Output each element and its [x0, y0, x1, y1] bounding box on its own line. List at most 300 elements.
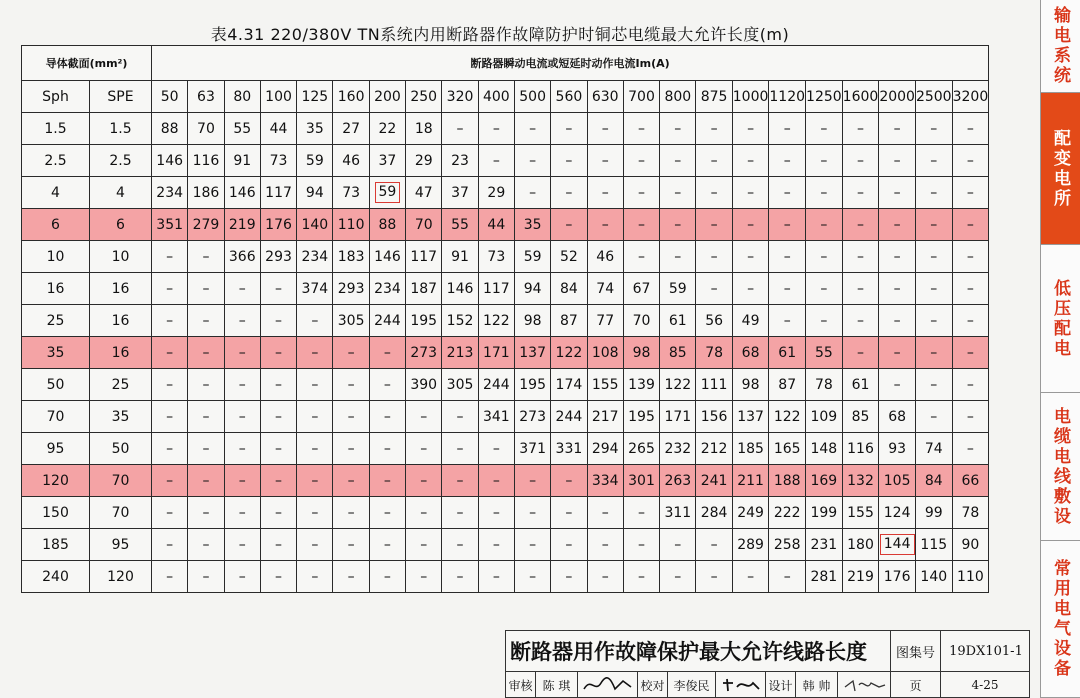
sph-cell: 25	[22, 305, 90, 337]
length-cell: 110	[333, 209, 369, 241]
length-cell: –	[224, 433, 260, 465]
length-cell: 117	[406, 241, 442, 273]
spe-cell: 50	[90, 433, 152, 465]
length-cell: 46	[333, 145, 369, 177]
length-cell: 61	[660, 305, 696, 337]
length-cell: –	[769, 145, 806, 177]
length-cell: 23	[442, 145, 478, 177]
length-cell: 59	[514, 241, 550, 273]
length-cell: –	[952, 369, 989, 401]
length-cell: –	[769, 209, 806, 241]
length-cell: 146	[442, 273, 478, 305]
current-header: 250	[406, 81, 442, 113]
table-title: 表4.31 220/380V TN系统内用断路器作故障防护时铜芯电缆最大允许长度(m)	[210, 25, 790, 44]
table-row	[22, 529, 989, 561]
length-cell: –	[224, 305, 260, 337]
length-cell: 88	[152, 113, 188, 145]
length-cell: 234	[369, 273, 405, 305]
length-cell: –	[224, 497, 260, 529]
table-row	[22, 305, 989, 337]
length-cell: 132	[842, 465, 879, 497]
length-cell: –	[842, 113, 879, 145]
length-cell: –	[406, 529, 442, 561]
length-cell: –	[696, 529, 732, 561]
length-cell: 56	[696, 305, 732, 337]
length-cell: –	[587, 209, 623, 241]
length-cell: –	[152, 401, 188, 433]
side-tab[interactable]: 电缆电线敷设	[1040, 393, 1080, 541]
length-cell: –	[297, 465, 333, 497]
length-cell: –	[333, 337, 369, 369]
length-cell: –	[369, 433, 405, 465]
current-header: 200	[369, 81, 405, 113]
current-header: 800	[660, 81, 696, 113]
length-cell: 211	[732, 465, 769, 497]
length-cell: 122	[478, 305, 514, 337]
length-cell: 195	[406, 305, 442, 337]
length-cell: –	[406, 401, 442, 433]
length-cell: –	[188, 305, 224, 337]
table-row	[22, 465, 989, 497]
drawing-title-block	[505, 630, 1030, 698]
length-cell: 212	[696, 433, 732, 465]
spe-cell: 10	[90, 241, 152, 273]
length-cell: –	[333, 433, 369, 465]
sph-cell: 4	[22, 177, 90, 209]
length-cell: –	[224, 273, 260, 305]
length-cell: –	[152, 337, 188, 369]
header-row-groups	[22, 46, 989, 81]
length-cell: 98	[623, 337, 659, 369]
signature-mark	[581, 675, 635, 695]
length-cell: –	[406, 561, 442, 593]
length-cell: –	[188, 465, 224, 497]
current-header: 400	[478, 81, 514, 113]
length-cell: –	[406, 433, 442, 465]
length-cell: –	[442, 433, 478, 465]
length-cell: –	[732, 241, 769, 273]
length-cell: –	[478, 465, 514, 497]
length-cell: 234	[152, 177, 188, 209]
length-cell: 94	[514, 273, 550, 305]
signature-mark	[841, 675, 887, 695]
length-cell: 73	[333, 177, 369, 209]
length-cell: –	[915, 113, 952, 145]
proof-signature	[716, 672, 766, 698]
length-cell: 29	[478, 177, 514, 209]
length-cell: –	[224, 561, 260, 593]
table-row	[22, 145, 989, 177]
length-cell: –	[660, 145, 696, 177]
length-cell: 27	[333, 113, 369, 145]
length-cell: 98	[514, 305, 550, 337]
length-cell: 232	[660, 433, 696, 465]
length-cell: –	[514, 145, 550, 177]
length-cell: 140	[915, 561, 952, 593]
length-cell: –	[260, 561, 296, 593]
length-cell: 273	[406, 337, 442, 369]
length-cell: –	[587, 561, 623, 593]
length-cell: 171	[660, 401, 696, 433]
length-cell: –	[188, 401, 224, 433]
length-cell: –	[369, 369, 405, 401]
length-cell: 52	[551, 241, 587, 273]
length-cell: 176	[879, 561, 916, 593]
length-cell: –	[660, 209, 696, 241]
length-cell: –	[660, 177, 696, 209]
current-header: 100	[260, 81, 296, 113]
sph-cell: 6	[22, 209, 90, 241]
length-cell: –	[514, 113, 550, 145]
table-row	[22, 177, 989, 209]
length-cell: 99	[915, 497, 952, 529]
length-cell: 77	[587, 305, 623, 337]
current-header: 875	[696, 81, 732, 113]
table-row	[22, 561, 989, 593]
length-cell: 93	[879, 433, 916, 465]
table-row	[22, 209, 989, 241]
length-cell: 273	[514, 401, 550, 433]
length-cell: –	[551, 177, 587, 209]
length-cell: –	[660, 113, 696, 145]
table-row	[22, 113, 989, 145]
sph-cell: 120	[22, 465, 90, 497]
length-cell: 263	[660, 465, 696, 497]
length-cell: 180	[842, 529, 879, 561]
length-cell: 70	[623, 305, 659, 337]
current-header: 160	[333, 81, 369, 113]
length-cell: 176	[260, 209, 296, 241]
length-cell: 117	[478, 273, 514, 305]
length-cell: –	[551, 145, 587, 177]
length-cell: 74	[587, 273, 623, 305]
length-cell: 241	[696, 465, 732, 497]
length-cell: –	[333, 561, 369, 593]
length-cell: 390	[406, 369, 442, 401]
length-cell: 265	[623, 433, 659, 465]
length-cell: 185	[732, 433, 769, 465]
length-cell: –	[879, 369, 916, 401]
length-cell: 110	[952, 561, 989, 593]
length-cell: –	[297, 561, 333, 593]
page-number: 4-25	[971, 678, 999, 692]
side-tab[interactable]: 低压配电	[1040, 245, 1080, 393]
length-cell: 305	[333, 305, 369, 337]
current-header: 80	[224, 81, 260, 113]
length-cell: –	[915, 241, 952, 273]
length-cell: 117	[260, 177, 296, 209]
length-cell: –	[369, 465, 405, 497]
sph-cell: 70	[22, 401, 90, 433]
length-cell: –	[514, 497, 550, 529]
length-cell: 374	[297, 273, 333, 305]
header-spe: SPE	[90, 81, 152, 113]
table-row	[22, 273, 989, 305]
length-cell: –	[188, 497, 224, 529]
length-cell: –	[551, 113, 587, 145]
length-cell: –	[806, 241, 843, 273]
length-cell: –	[879, 273, 916, 305]
length-cell: 35	[514, 209, 550, 241]
length-cell: –	[224, 369, 260, 401]
length-cell: –	[152, 305, 188, 337]
length-cell: –	[879, 177, 916, 209]
length-cell: –	[260, 369, 296, 401]
review-label: 审核	[506, 672, 536, 698]
length-cell: 61	[842, 369, 879, 401]
length-cell: 18	[406, 113, 442, 145]
length-cell: –	[224, 529, 260, 561]
length-cell: 183	[333, 241, 369, 273]
length-cell: –	[152, 273, 188, 305]
spe-cell: 4	[90, 177, 152, 209]
length-cell: –	[842, 305, 879, 337]
length-cell: –	[806, 305, 843, 337]
length-cell: –	[260, 433, 296, 465]
length-cell: 140	[297, 209, 333, 241]
length-cell: –	[623, 497, 659, 529]
length-cell: –	[297, 337, 333, 369]
side-tab[interactable]: 配变电所	[1040, 93, 1080, 245]
header-current: 断路器瞬动电流或短延时动作电流Im(A)	[152, 46, 989, 81]
length-cell: 124	[879, 497, 916, 529]
length-cell: 116	[842, 433, 879, 465]
length-cell: –	[952, 113, 989, 145]
length-cell: –	[952, 177, 989, 209]
length-cell: 22	[369, 113, 405, 145]
atlas-number: 19DX101-1	[949, 643, 1023, 659]
length-cell: –	[514, 465, 550, 497]
length-cell: 88	[369, 209, 405, 241]
length-cell: 87	[769, 369, 806, 401]
length-cell: –	[442, 401, 478, 433]
length-cell: 294	[587, 433, 623, 465]
length-cell: –	[660, 241, 696, 273]
signature-mark	[719, 675, 763, 695]
length-cell: 219	[224, 209, 260, 241]
length-cell: –	[333, 497, 369, 529]
length-cell: –	[152, 529, 188, 561]
length-cell: 305	[442, 369, 478, 401]
length-cell: 171	[478, 337, 514, 369]
length-cell: –	[623, 529, 659, 561]
header-section: 导体截面(mm²)	[22, 46, 152, 81]
spe-cell: 35	[90, 401, 152, 433]
sph-cell: 95	[22, 433, 90, 465]
length-cell: –	[297, 305, 333, 337]
length-cell: –	[442, 561, 478, 593]
design-label: 设计	[766, 672, 796, 698]
length-cell: 98	[732, 369, 769, 401]
length-cell: 46	[587, 241, 623, 273]
length-cell: –	[188, 337, 224, 369]
length-cell: 122	[660, 369, 696, 401]
length-cell: 47	[406, 177, 442, 209]
length-cell: –	[442, 465, 478, 497]
length-cell: –	[260, 305, 296, 337]
length-cell: –	[224, 337, 260, 369]
length-cell: 249	[732, 497, 769, 529]
length-cell: 91	[224, 145, 260, 177]
length-cell: –	[952, 241, 989, 273]
length-cell: –	[260, 465, 296, 497]
length-cell: –	[732, 177, 769, 209]
length-cell: 222	[769, 497, 806, 529]
length-cell: –	[152, 241, 188, 273]
length-cell: –	[152, 369, 188, 401]
side-tab[interactable]: 输电系统	[1040, 0, 1080, 93]
length-cell: –	[369, 337, 405, 369]
length-cell: –	[732, 113, 769, 145]
length-cell: –	[297, 497, 333, 529]
length-cell: 281	[806, 561, 843, 593]
length-cell: –	[369, 561, 405, 593]
length-cell: –	[188, 369, 224, 401]
current-header: 2500	[915, 81, 952, 113]
length-cell: 73	[478, 241, 514, 273]
spe-cell: 25	[90, 369, 152, 401]
table-row	[22, 241, 989, 273]
length-cell: 258	[769, 529, 806, 561]
length-cell: –	[623, 177, 659, 209]
length-cell: 371	[514, 433, 550, 465]
length-cell: –	[660, 529, 696, 561]
spe-cell: 6	[90, 209, 152, 241]
length-cell: 213	[442, 337, 478, 369]
length-cell: –	[696, 561, 732, 593]
current-header: 1600	[842, 81, 879, 113]
length-cell: 59	[660, 273, 696, 305]
review-name: 陈 琪	[536, 672, 578, 698]
length-cell: –	[806, 145, 843, 177]
length-cell: –	[260, 273, 296, 305]
length-cell: 108	[587, 337, 623, 369]
spe-cell: 16	[90, 305, 152, 337]
length-cell: –	[696, 273, 732, 305]
length-cell: 284	[696, 497, 732, 529]
length-cell: 122	[769, 401, 806, 433]
length-cell: –	[806, 177, 843, 209]
length-cell: –	[152, 561, 188, 593]
length-cell: –	[514, 561, 550, 593]
length-cell: 174	[551, 369, 587, 401]
length-cell: –	[842, 177, 879, 209]
length-cell: 244	[478, 369, 514, 401]
length-cell: –	[260, 497, 296, 529]
length-cell: 219	[842, 561, 879, 593]
spe-cell: 16	[90, 273, 152, 305]
length-cell: 105	[879, 465, 916, 497]
length-cell	[369, 177, 405, 209]
length-cell: –	[587, 497, 623, 529]
spe-cell: 95	[90, 529, 152, 561]
length-cell: 61	[769, 337, 806, 369]
length-cell: –	[879, 113, 916, 145]
length-cell: 195	[514, 369, 550, 401]
length-cell: –	[769, 305, 806, 337]
atlas-label: 图集号	[891, 631, 941, 671]
length-cell: –	[769, 273, 806, 305]
length-cell: 70	[188, 113, 224, 145]
length-cell: –	[952, 209, 989, 241]
side-tab[interactable]: 常用电气设备	[1040, 541, 1080, 698]
length-cell: –	[842, 337, 879, 369]
length-cell: 35	[297, 113, 333, 145]
length-cell: –	[551, 465, 587, 497]
length-cell: 78	[952, 497, 989, 529]
length-cell: 199	[806, 497, 843, 529]
length-cell: 85	[660, 337, 696, 369]
length-cell: 165	[769, 433, 806, 465]
length-cell: –	[915, 305, 952, 337]
length-cell: –	[369, 497, 405, 529]
current-header: 125	[297, 81, 333, 113]
length-cell: –	[551, 209, 587, 241]
length-cell: 91	[442, 241, 478, 273]
length-cell: –	[152, 465, 188, 497]
length-cell: 109	[806, 401, 843, 433]
length-cell: 279	[188, 209, 224, 241]
length-cell: –	[587, 145, 623, 177]
current-header: 1000	[732, 81, 769, 113]
length-cell: –	[623, 145, 659, 177]
length-cell: –	[369, 401, 405, 433]
length-cell: –	[952, 145, 989, 177]
length-cell: 73	[260, 145, 296, 177]
length-cell: 293	[333, 273, 369, 305]
table-row	[22, 401, 989, 433]
length-cell: 111	[696, 369, 732, 401]
spe-cell: 70	[90, 497, 152, 529]
length-cell: 115	[915, 529, 952, 561]
spe-cell: 70	[90, 465, 152, 497]
length-cell: –	[769, 177, 806, 209]
length-cell: –	[623, 561, 659, 593]
page-label: 页	[891, 672, 941, 698]
length-cell: 116	[188, 145, 224, 177]
length-cell: –	[224, 465, 260, 497]
length-cell: –	[842, 273, 879, 305]
length-cell: 68	[879, 401, 916, 433]
length-cell: –	[879, 241, 916, 273]
length-cell: 152	[442, 305, 478, 337]
length-cell: –	[696, 241, 732, 273]
table-row	[22, 337, 989, 369]
length-cell: 188	[769, 465, 806, 497]
length-cell: 301	[623, 465, 659, 497]
length-cell: –	[297, 401, 333, 433]
length-cell: –	[442, 497, 478, 529]
length-cell: –	[915, 401, 952, 433]
sph-cell: 240	[22, 561, 90, 593]
length-cell: 244	[551, 401, 587, 433]
length-cell: –	[478, 145, 514, 177]
length-cell: –	[769, 113, 806, 145]
length-cell: –	[551, 497, 587, 529]
length-cell: –	[623, 113, 659, 145]
length-cell: 44	[260, 113, 296, 145]
length-cell: –	[514, 177, 550, 209]
length-cell: –	[696, 209, 732, 241]
length-cell: –	[660, 561, 696, 593]
length-cell: –	[623, 209, 659, 241]
length-cell: –	[260, 401, 296, 433]
current-header: 560	[551, 81, 587, 113]
current-header: 500	[514, 81, 550, 113]
length-cell: –	[915, 369, 952, 401]
length-cell: 146	[152, 145, 188, 177]
length-cell: –	[260, 529, 296, 561]
